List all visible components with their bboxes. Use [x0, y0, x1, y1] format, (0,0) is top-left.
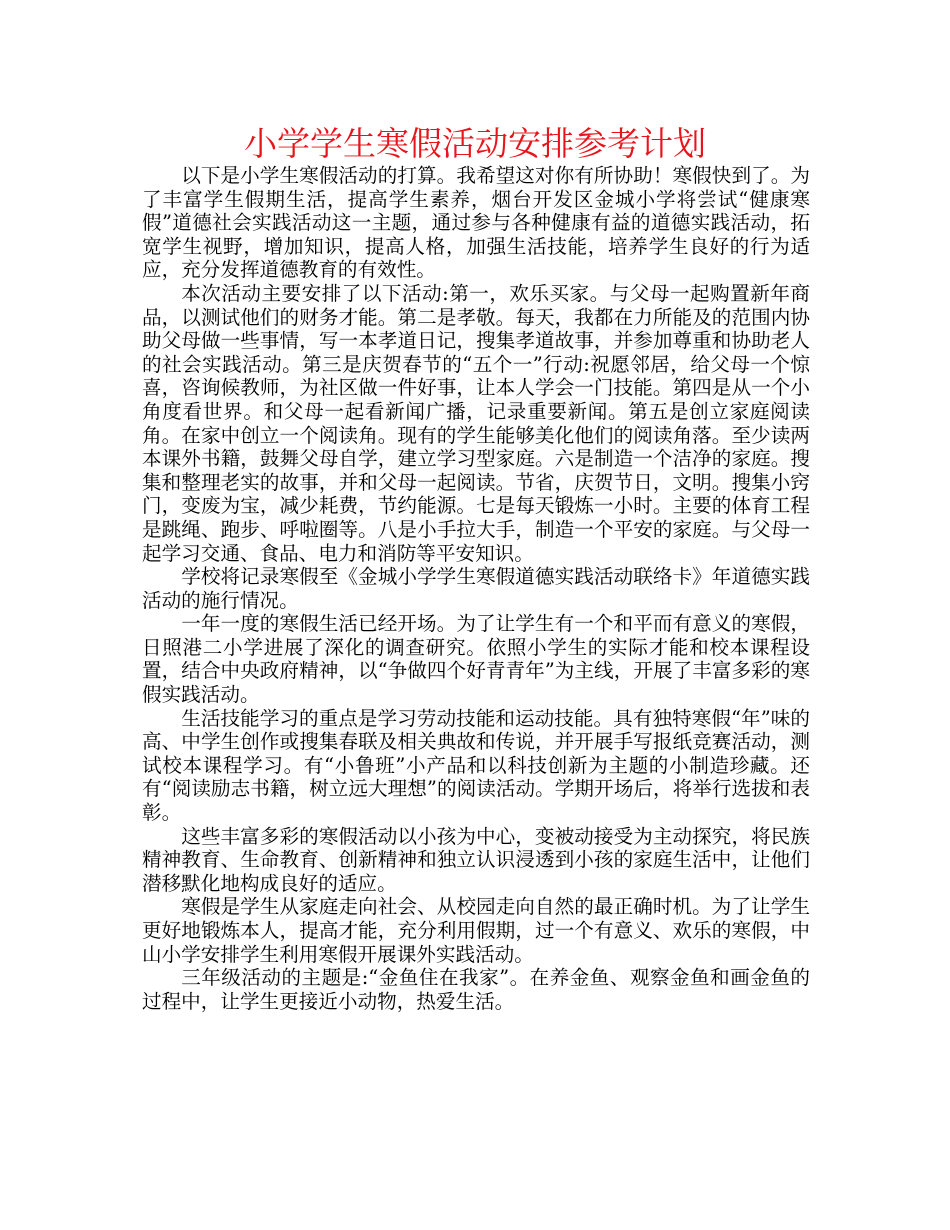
paragraph-2: 本次活动主要安排了以下活动:第一，欢乐买家。与父母一起购置新年商品，以测试他们的财务才能。第二是孝敬。每天，我都在力所能及的范围内协助父母做一些事情，写一本孝道日记，搜集孝道故事，并参加尊重和协助老人的社会实践活动。第三是庆贺春节的“五个一”行动:祝愿邻居，给父母一个惊喜，咨询候教师，为社区做一件好事，让本人学会一门技能。第四是从一个小角度看世界。和父母一起看新闻广播，记录重要新闻。第五是创立家庭阅读角。在家中创立一个阅读角。现有的学生能够美化他们的阅读角落。至少读两本课外书籍，鼓舞父母自学，建立学习型家庭。六是制造一个洁净的家庭。搜集和整理老实的故事，并和父母一起阅读。节省，庆贺节日，文明。搜集小窍门，变废为宝，减少耗费，节约能源。七是每天锻炼一小时。主要的体育工程是跳绳、跑步、呼啦圈等。八是小手拉大手，制造一个平安的家庭。与父母一起学习交通、食品、电力和消防等平安知识。	[142, 281, 810, 565]
paragraph-8: 三年级活动的主题是:“金鱼住在我家”。在养金鱼、观察金鱼和画金鱼的过程中，让学生更接近小动物，热爱生活。	[142, 966, 810, 1013]
paragraph-5: 生活技能学习的重点是学习劳动技能和运动技能。具有独特寒假“年”味的高、中学生创作或搜集春联及相关典故和传说，并开展手写报纸竞赛活动，测试校本课程学习。有“小鲁班”小产品和以科技创新为主题的小制造珍藏。还有“阅读励志书籍，树立远大理想”的阅读活动。学期开场后，将举行选拔和表彰。	[142, 706, 810, 825]
paragraph-6: 这些丰富多彩的寒假活动以小孩为中心，变被动接受为主动探究，将民族精神教育、生命教育、创新精神和独立认识浸透到小孩的家庭生活中，让他们潜移默化地构成良好的适应。	[142, 824, 810, 895]
paragraph-4: 一年一度的寒假生活已经开场。为了让学生有一个和平而有意义的寒假，日照港二小学进展了深化的调查研究。依照小学生的实际才能和校本课程设置，结合中央政府精神，以“争做四个好青青年”为主线，开展了丰富多彩的寒假实践活动。	[142, 612, 810, 707]
paragraph-7: 寒假是学生从家庭走向社会、从校园走向自然的最正确时机。为了让学生更好地锻炼本人，提高才能，充分利用假期，过一个有意义、欢乐的寒假，中山小学安排学生利用寒假开展课外实践活动。	[142, 895, 810, 966]
document-body	[142, 164, 810, 1013]
document-title: 小学学生寒假活动安排参考计划	[244, 124, 706, 163]
paragraph-3: 学校将记录寒假至《金城小学学生寒假道德实践活动联络卡》年道德实践活动的施行情况。	[142, 565, 810, 612]
paragraph-1: 以下是小学生寒假活动的打算。我希望这对你有所协助！寒假快到了。为了丰富学生假期生活，提高学生素养，烟台开发区金城小学将尝试“健康寒假”道德社会实践活动这一主题，通过参与各种健康有益的道德实践活动，拓宽学生视野，增加知识，提高人格，加强生活技能，培养学生良好的行为适应，充分发挥道德教育的有效性。	[142, 164, 810, 282]
